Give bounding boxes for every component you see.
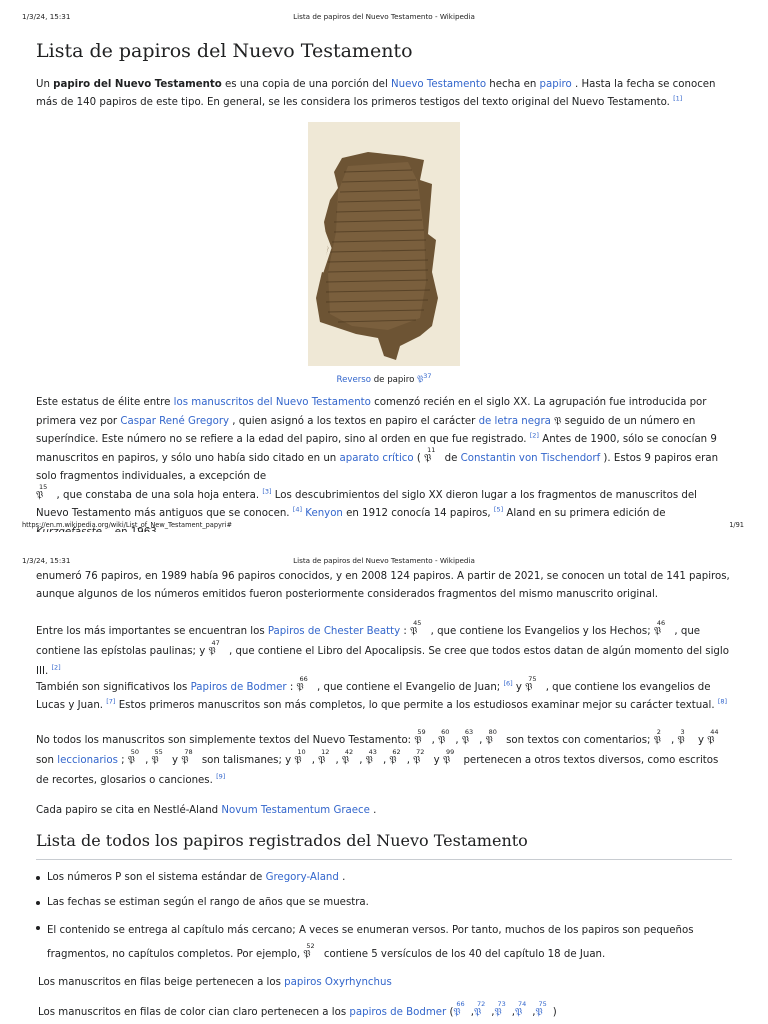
- text: ). Estos 9 papiros eran solo fragmentos individuales, a excepción de: [36, 452, 719, 482]
- figure-caption: [234, 372, 534, 385]
- text: hecha en: [486, 79, 540, 90]
- papyrus-62: [389, 748, 401, 771]
- page-gap: [0, 532, 768, 545]
- papyrus-3: [677, 728, 685, 751]
- papyrus-number: 42: [344, 748, 354, 756]
- papyrus-43: [365, 748, 377, 771]
- papyrus-symbol: 𝔓: [653, 626, 662, 637]
- text: pertenecen a otros textos diversos, como escritos de recortes, glosarios o canciones.: [36, 755, 719, 786]
- papyrus-80: [485, 728, 497, 751]
- link-gregory[interactable]: Caspar René Gregory: [120, 415, 230, 427]
- papyrus-symbol: 𝔓: [525, 682, 533, 693]
- text: Aland en su primera edición de: [503, 508, 666, 519]
- text: seguido de un número en superíndice. Este número no se refiere a la edad del papiro, sino al orden en que fue registrado.: [36, 415, 696, 445]
- text: Un: [36, 79, 54, 90]
- ref-9[interactable]: [9]: [216, 772, 226, 781]
- text: , que contiene los evangelios de Lucas y Juan.: [36, 682, 711, 711]
- text: son: [36, 755, 58, 766]
- pdf-page-2: [0, 545, 768, 1024]
- papyrus-number: 73: [497, 1000, 506, 1008]
- papyrus-44: [707, 728, 719, 751]
- papyrus-73-link[interactable]: [494, 1000, 506, 1022]
- link-gregory-aland[interactable]: Gregory-Aland: [265, 872, 339, 883]
- bodmer-paragraph-wrap: [36, 675, 732, 715]
- papyrus-11: [424, 445, 436, 469]
- text: (: [446, 1007, 454, 1018]
- list-item: [36, 919, 732, 967]
- text: Los descubrimientos del siglo XX dieron lugar a los fragmentos de manuscritos del Nuevo Testamento más antiguos que se conocen.: [36, 489, 697, 519]
- papyrus-number: 52: [306, 942, 315, 950]
- ref-3[interactable]: [3]: [262, 487, 272, 496]
- beige-note: [38, 974, 734, 992]
- text: No todos los manuscritos son simplemente textos del Nuevo Testamento:: [36, 735, 415, 746]
- section-heading: Lista de todos los papiros registrados del Nuevo Testamento: [36, 831, 528, 850]
- link-bodmer-papiros[interactable]: papiros de Bodmer: [349, 1007, 447, 1018]
- papyrus-99: [442, 748, 455, 771]
- papyrus-symbol: 𝔓: [461, 735, 470, 746]
- link-kenyon[interactable]: Kenyon: [305, 508, 343, 519]
- link-manuscritos[interactable]: los manuscritos del Nuevo Testamento: [173, 397, 371, 408]
- caption-number: 37: [423, 372, 432, 381]
- print-title: Lista de papiros del Nuevo Testamento - Wikipedia: [293, 556, 475, 565]
- papyrus-60: [438, 728, 450, 751]
- papyrus-66-link[interactable]: [453, 1000, 465, 1022]
- papyrus-symbol: 𝔓: [341, 755, 350, 766]
- text: son talismanes; y: [198, 755, 295, 766]
- papyrus-number: 43: [368, 748, 377, 756]
- papyrus-symbol: 𝔓: [151, 755, 159, 766]
- print-url: https://en.m.wikipedia.org/wiki/List_of_New_Testament_papyri#: [22, 521, 232, 529]
- papyrus-75-link[interactable]: [535, 1000, 547, 1022]
- papyrus-number: 46: [656, 619, 666, 627]
- link-reverso[interactable]: Reverso: [336, 375, 371, 385]
- papyrus-78: [181, 748, 193, 771]
- ref-8[interactable]: [8]: [717, 697, 728, 706]
- papyrus-number: 72: [416, 748, 425, 756]
- papyrus-number: 60: [441, 728, 450, 736]
- list-item: [36, 869, 732, 887]
- papyrus-number: 62: [392, 748, 401, 756]
- text: .: [369, 805, 377, 816]
- papyrus-47: [208, 639, 220, 662]
- intro-paragraph-wrap: [36, 76, 732, 112]
- text: ): [552, 1007, 557, 1018]
- beige-note-wrap: [38, 974, 734, 992]
- cyan-note-wrap: [38, 1000, 734, 1022]
- text: Cada papiro se cita en Nestlé-Aland: [36, 805, 222, 816]
- text: , que contiene los Evangelios y los Hechos;: [427, 626, 654, 637]
- notes-list: [36, 869, 732, 967]
- text: También son significativos los: [36, 682, 191, 693]
- bullet-list-wrap: [36, 869, 732, 967]
- papyrus-number: 3: [680, 728, 685, 736]
- continuation-paragraph: enumeró 76 papiros, en 1989 había 96 papiros conocidos, y en 2008 124 papiros. A partir de 2021, se conocen un total de 141 papiros, aunque algunos de los números emitidos fueron posteriormente considerados fragmentos del mismo manuscrito original.: [36, 571, 730, 600]
- text: :: [286, 682, 297, 693]
- link-novum-testamentum[interactable]: Novum Testamentum Graece: [221, 805, 370, 816]
- papyrus-number: 99: [445, 748, 455, 756]
- papyrus-55: [151, 748, 163, 771]
- papyrus-number: 44: [710, 728, 719, 736]
- text: , quien asignó a los textos en papiro el carácter: [229, 415, 479, 427]
- papyrus-number: 12: [321, 748, 330, 756]
- papyrus-number: 10: [297, 748, 306, 756]
- ref-7[interactable]: [7]: [106, 697, 116, 706]
- cyan-note: Los manuscritos en filas de color cian claro pertenecen a los papiros de Bodmer (𝔓 66 ,𝔓 72 ,𝔓 73 ,𝔓 74 ,𝔓 75 ): [38, 1004, 734, 1022]
- text: y: [694, 735, 708, 746]
- papyrus-image[interactable]: [308, 122, 460, 366]
- papyrus-symbol: 𝔓: [554, 415, 562, 427]
- papyrus-number: 45: [413, 619, 422, 627]
- papyrus-symbol: 𝔓: [494, 1007, 502, 1018]
- text: Los manuscritos en filas de color cian claro pertenecen a los: [38, 1007, 350, 1018]
- intro-paragraph: [36, 76, 732, 112]
- link-papiros-bodmer[interactable]: Papiros de Bodmer: [190, 682, 287, 693]
- papyrus-symbol: 𝔓: [438, 735, 446, 746]
- papyrus-symbol: 𝔓: [485, 735, 493, 746]
- papyrus-45: [410, 619, 422, 642]
- papyrus-symbol: 𝔓: [424, 452, 432, 464]
- nestle-paragraph: [36, 802, 732, 820]
- link-aparato-critico[interactable]: aparato crítico: [339, 452, 414, 464]
- ref-4[interactable]: [4]: [292, 505, 303, 514]
- papyrus-46: [653, 619, 666, 642]
- bold-term: papiro del Nuevo Testamento: [53, 79, 222, 90]
- text: , que constaba de una sola hoja entera.: [53, 489, 260, 501]
- papyrus-number: 75: [528, 675, 537, 683]
- link-leccionarios[interactable]: leccionarios: [57, 755, 118, 766]
- papyrus-12: [318, 748, 330, 771]
- papyrus-symbol: 𝔓: [303, 949, 311, 960]
- link-nuevo-testamento[interactable]: Nuevo Testamento: [391, 79, 487, 90]
- papyrus-50: [127, 748, 140, 771]
- important-paragraph: [36, 619, 732, 682]
- text: Los números P son el sistema estándar de: [47, 872, 266, 883]
- text: Entre los más importantes se encuentran los: [36, 626, 268, 637]
- papyrus-number: 80: [488, 728, 497, 736]
- caption-text: de papiro: [371, 375, 418, 385]
- papyrus-symbol: 𝔓: [535, 1007, 543, 1018]
- text: de: [441, 452, 461, 464]
- papyrus-63: [461, 728, 474, 751]
- papyrus-42: [341, 748, 354, 771]
- papyrus-number: 78: [184, 748, 193, 756]
- ref-2[interactable]: [2]: [529, 431, 539, 440]
- section-heading-wrap: [36, 831, 732, 850]
- print-page-number: 1/91: [729, 521, 744, 529]
- text: (: [413, 452, 425, 464]
- papyrus-number: 47: [211, 639, 220, 647]
- papyrus-2: [653, 728, 661, 751]
- text: ;: [117, 755, 128, 766]
- ref-5[interactable]: [5]: [493, 505, 504, 514]
- papyrus-symbol: 𝔓: [653, 735, 661, 746]
- status-paragraph-wrap: [36, 394, 732, 542]
- papyrus-symbol: 𝔓: [208, 646, 216, 657]
- print-date: 1/3/24, 15:31: [22, 12, 71, 21]
- ref-1[interactable]: [1]: [673, 94, 683, 103]
- papyrus-37-photo: [308, 122, 460, 366]
- papyrus-symbol: 𝔓: [36, 489, 44, 501]
- article-title: Lista de papiros del Nuevo Testamento: [36, 40, 413, 62]
- text: comenzó recién en el siglo XX. La agrupación fue introducida por primera vez por: [36, 397, 707, 427]
- papyrus-number: 15: [39, 482, 48, 491]
- ref-6[interactable]: [6]: [503, 679, 513, 688]
- heading-divider: [36, 859, 732, 860]
- nestle-paragraph-wrap: [36, 802, 732, 820]
- text: y: [512, 682, 526, 693]
- papyrus-10: [294, 748, 306, 771]
- papyrus-symbol: 𝔓: [707, 735, 715, 746]
- papyrus-symbol: 𝔓: [365, 755, 373, 766]
- papyrus-symbol: 𝔓: [296, 682, 304, 693]
- text: , que contiene las epístolas paulinas; y: [36, 626, 701, 657]
- print-title: Lista de papiros del Nuevo Testamento - Wikipedia: [293, 12, 475, 21]
- text: , que contiene el Libro del Apocalipsis. Se cree que todos estos datan de algún momento del siglo III.: [36, 646, 729, 677]
- link-papiro[interactable]: papiro: [539, 79, 572, 90]
- papyrus-symbol: 𝔓: [453, 1007, 461, 1018]
- text: . Hasta la fecha se conocen más de 140 papiros de este tipo. En general, se les considera los primeros testigos del texto original del Nuevo Testamento.: [36, 79, 716, 108]
- papyrus-72-link[interactable]: [473, 1000, 486, 1022]
- papyrus-number: 2: [656, 728, 661, 736]
- article-title-wrap: [36, 40, 732, 62]
- papyrus-symbol: 𝔓: [318, 755, 326, 766]
- text: Los manuscritos en filas beige pertenecen a los: [38, 977, 285, 988]
- text: , que contiene el Evangelio de Juan;: [313, 682, 504, 693]
- link-letra-negra[interactable]: de letra negra: [478, 415, 551, 427]
- papyrus-number: 55: [154, 748, 163, 756]
- important-paragraph-wrap: [36, 619, 732, 682]
- text: El contenido se entrega al capítulo más cercano; A veces se enumeran versos. Por tanto, muchos de los papiros son pequeños fragmentos, no capítulos completos. Por ejemplo,: [47, 925, 694, 960]
- text: Antes de 1900, sólo se conocían 9 manuscritos en papiros, y sólo uno había sido citado en un: [36, 434, 717, 464]
- papyrus-66: [296, 675, 308, 697]
- print-date: 1/3/24, 15:31: [22, 556, 71, 565]
- papyrus-symbol: 𝔓: [294, 755, 302, 766]
- papyrus-symbol: 𝔓: [413, 755, 421, 766]
- papyrus-symbol: 𝔓: [473, 1007, 482, 1018]
- text: contiene 5 versículos de los 40 del capítulo 18 de Juan.: [320, 949, 606, 960]
- papyrus-number: 11: [427, 445, 436, 454]
- text: Estos primeros manuscritos son más completos, lo que permite a los estudiosos examinar mejor su carácter textual.: [115, 700, 715, 711]
- bodmer-paragraph: [36, 675, 732, 715]
- ref-2[interactable]: [2]: [51, 663, 61, 672]
- papyrus-74-link[interactable]: [514, 1000, 527, 1022]
- papyrus-symbol: 𝔓: [127, 755, 136, 766]
- papyrus-symbol: 𝔓: [514, 1007, 523, 1018]
- text: Este estatus de élite entre: [36, 397, 174, 408]
- papyrus-symbol: 𝔓: [410, 626, 418, 637]
- papyrus-number: 66: [299, 675, 308, 683]
- text: en 1912 conocía 14 papiros,: [342, 508, 491, 519]
- text: son textos con comentarios;: [502, 735, 654, 746]
- print-header: [0, 556, 768, 566]
- link-oxyrhynchus[interactable]: papiros Oxyrhynchus: [284, 977, 392, 988]
- papyrus-number: 63: [464, 728, 474, 736]
- papyrus-number: 72: [476, 1000, 486, 1008]
- papyrus-number: 74: [517, 1000, 527, 1008]
- papyrus-52: [303, 942, 315, 967]
- status-paragraph: [36, 394, 732, 542]
- papyrus-symbol: 𝔓: [677, 735, 685, 746]
- papyrus-72: [413, 748, 425, 771]
- papyrus-15: [36, 482, 48, 506]
- papyrus-symbol[interactable]: 𝔓: [417, 375, 424, 385]
- papyrus-75: [525, 675, 537, 697]
- notall-paragraph: No todos los manuscritos son simplemente textos del Nuevo Testamento: 𝔓 59 , 𝔓 60 , 𝔓 63 , 𝔓 80 son textos con comentarios; 𝔓 2 , 𝔓 3 y 𝔓 44 son leccionarios ; 𝔓 50 , 𝔓 55 y 𝔓 78 son talismanes; y 𝔓 10 , 𝔓 12 , 𝔓 42 , 𝔓 43 , 𝔓 62 , 𝔓 72 y 𝔓 99 pertenecen a otros textos diversos, como escritos de recortes, glosarios o canciones. [9]: [36, 731, 732, 791]
- papyrus-number: 66: [456, 1000, 465, 1008]
- continuation-paragraph-wrap: [36, 568, 732, 604]
- papyrus-symbol: 𝔓: [389, 755, 397, 766]
- papyrus-symbol: 𝔓: [181, 755, 189, 766]
- text: .: [338, 872, 346, 883]
- papyrus-number: 59: [417, 728, 426, 736]
- link-chester-beatty[interactable]: Papiros de Chester Beatty: [267, 626, 401, 637]
- papyrus-symbol: 𝔓: [442, 755, 451, 766]
- papyrus-number: 75: [538, 1000, 547, 1008]
- list-item: Las fechas se estiman según el rango de años que se muestra.: [36, 894, 732, 912]
- papyrus-number: 50: [130, 748, 140, 756]
- papyrus-symbol: 𝔓: [414, 735, 422, 746]
- text: :: [400, 626, 411, 637]
- notall-paragraph-wrap: [36, 728, 732, 791]
- text: es una copia de una porción del: [221, 79, 392, 90]
- link-tischendorf[interactable]: Constantin von Tischendorf: [460, 452, 601, 464]
- print-header: [0, 12, 768, 22]
